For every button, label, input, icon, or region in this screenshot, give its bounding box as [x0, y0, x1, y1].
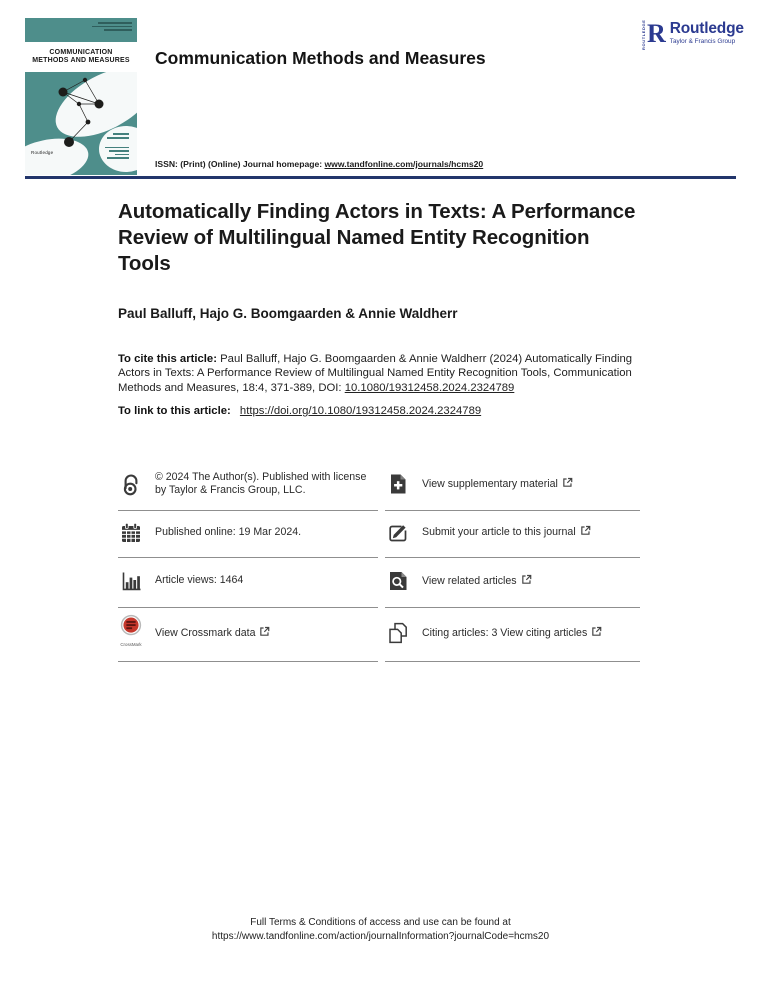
submit-article-icon [385, 521, 411, 545]
crossmark-icon [118, 614, 144, 651]
cover-journal-name: COMMUNICATION METHODS AND MEASURES [25, 42, 137, 72]
issn-label: ISSN: (Print) (Online) Journal homepage: [155, 159, 323, 169]
meta-item-article-views [118, 558, 378, 608]
cover-issue-info [92, 22, 132, 31]
citing-articles-icon [385, 621, 411, 645]
article-authors: Paul Balluff, Hajo G. Boomgaarden & Annie Waldherr [118, 306, 458, 321]
meta-item-published-online [118, 511, 378, 558]
terms-url[interactable]: https://www.tandfonline.com/action/journalInformation?journalCode=hcms20 [211, 931, 550, 942]
header-divider-rule [25, 176, 736, 179]
external-link-icon [580, 525, 591, 536]
submit-article-link[interactable]: Submit your article to this journal [422, 525, 640, 539]
link-label: To link to this article: [118, 405, 231, 417]
open-access-icon [118, 472, 144, 497]
article-views-text: Article views: 1464 [155, 574, 244, 587]
meta-item-supplementary [385, 461, 640, 511]
external-link-icon [591, 626, 602, 637]
cover-editor-lines [105, 133, 129, 159]
cite-label: To cite this article: [118, 353, 217, 365]
related-articles-icon [385, 569, 411, 593]
journal-homepage-link[interactable]: www.tandfonline.com/journals/hcms20 [324, 159, 484, 169]
meta-item-related [385, 558, 640, 608]
meta-item-crossmark [118, 608, 378, 662]
cite-doi-link[interactable]: 10.1080/19312458.2024.2324789 [344, 381, 515, 394]
routledge-wordmark: Routledge [669, 20, 744, 37]
article-title: Automatically Finding Actors in Texts: A Performance Review of Multilingual Named Entity Recognition Tools [118, 200, 636, 275]
calendar-icon [118, 521, 144, 545]
meta-item-license [118, 461, 378, 511]
routledge-logo [641, 20, 744, 50]
meta-item-citing [385, 608, 640, 662]
external-link-icon [259, 626, 270, 637]
meta-item-submit [385, 511, 640, 558]
view-related-link[interactable]: View related articles [422, 574, 640, 588]
citation-paragraph [118, 352, 650, 395]
published-online-text: Published online: 19 Mar 2024. [155, 525, 302, 538]
cover-routledge-mark: Routledge [31, 150, 54, 155]
view-supplementary-link[interactable]: View supplementary material [422, 477, 640, 491]
link-paragraph [118, 405, 481, 417]
routledge-vertical-text: ROUTLEDGE [641, 19, 646, 50]
journal-title: Communication Methods and Measures [155, 48, 486, 68]
doi-link[interactable]: https://doi.org/10.1080/19312458.2024.2324789 [239, 405, 482, 417]
issn-line [155, 159, 483, 169]
license-text: © 2024 The Author(s). Published with license by Taylor & Francis Group, LLC. [155, 470, 367, 496]
terms-footer [0, 916, 761, 944]
terms-line: Full Terms & Conditions of access and use can be found at [250, 917, 511, 928]
journal-cover-image [25, 18, 137, 175]
view-crossmark-link[interactable]: View Crossmark data [155, 626, 378, 640]
external-link-icon [521, 574, 532, 585]
crossmark-caption: CrossMark [120, 642, 142, 648]
taylor-francis-tagline: Taylor & Francis Group [669, 38, 736, 45]
article-meta-grid [118, 461, 640, 662]
citing-articles-link[interactable]: Citing articles: 3 View citing articles [422, 626, 640, 640]
cite-body: Paul Balluff, Hajo G. Boomgaarden & Annie Waldherr (2024) Automatically Finding Actors in Texts: A Performance Review of Multilingual Named Entity Recognition Tools, Communication Methods and Measures, 18:4, 371-389, DOI: [118, 353, 633, 394]
routledge-r-icon: R [647, 19, 666, 48]
supplementary-material-icon [385, 472, 411, 496]
bar-chart-icon [118, 569, 144, 593]
external-link-icon [562, 477, 573, 488]
